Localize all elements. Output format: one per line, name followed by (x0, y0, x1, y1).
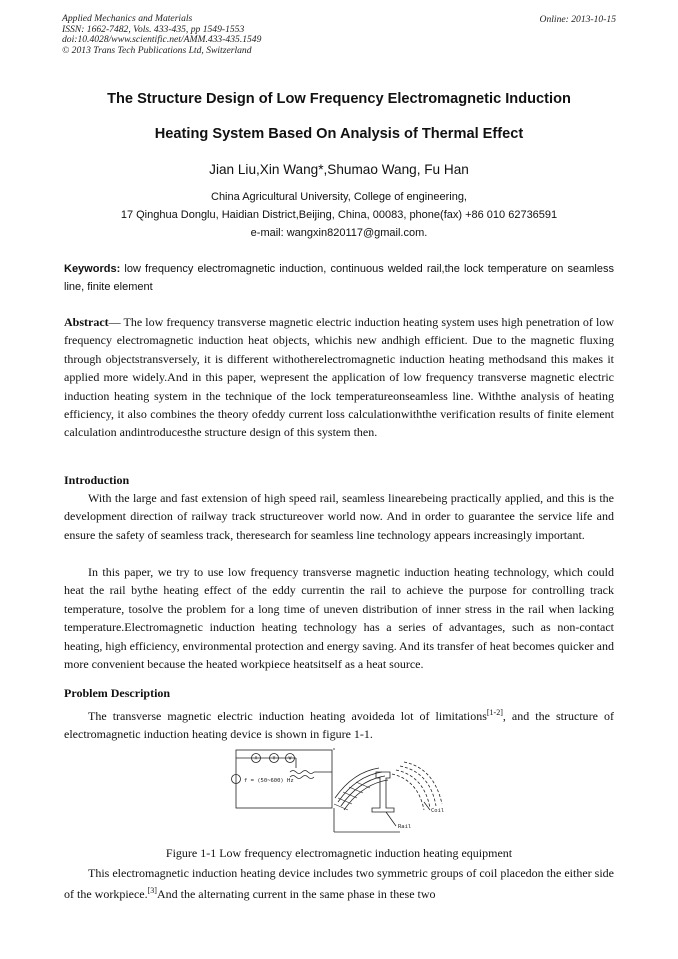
problem-p2-text: This electromagnetic induction heating device includes two symmetric groups of coil placedon the either side of the workpiece. (64, 866, 614, 902)
paper-title-line-2: Heating System Based On Analysis of Thermal Effect (154, 126, 524, 142)
running-header (62, 14, 261, 56)
copyright-line: © 2013 Trans Tech Publications Ltd, Switzerland (62, 44, 252, 56)
paper-title-line-1: The Structure Design of Low Frequency Electromagnetic Induction (107, 91, 571, 107)
abstract-label: Abstract (64, 315, 109, 329)
transformer-icon (290, 771, 314, 774)
affiliation-line-2: 17 Qinghua Donglu, Haidian District,Beijing, China, 00083, phone(fax) +86 010 62736591 (120, 209, 558, 221)
keywords-text: low frequency electromagnetic induction, continuous welded rail,the lock temperature on seamless line, finite element (64, 263, 614, 293)
abstract-text: — The low frequency transverse magnetic electric induction heating system uses high penetration of low frequency electromagnetic induction heat objects, whichis new andhigh efficient. Due to the magnetic fluxing through objectstransversely, it is different withotherelectromagnetic induction heating methodsand this makes it applied more widely.And in this paper, wepresent the application of low frequency transverse magnetic electric induction heating system in the technique of the lock temperatureonseamless line. Withthe analysis of heating efficiency, it also combines the theory ofeddy current loss calculationwiththe verification results of finite element calculation andintroducesthe structure design of this system then. (64, 315, 614, 440)
problem-description-heading: Problem Description (64, 686, 171, 700)
issn-line: ISSN: 1662-7482, Vols. 433-435, pp 1549-1553 (62, 23, 245, 35)
keywords-label: Keywords: (64, 263, 121, 275)
frequency-label: f = (50~600) Hz (244, 778, 294, 784)
coil-label: Coil (431, 808, 445, 814)
introduction-paragraph-1: With the large and fast extension of high speed rail, seamless linearebeing practically applied, and this is the development direction of railway track structureover world now. And in order to guarantee the service life and ensure the safety of seamless track, theresearch for seamless line technology appears increasingly important. (64, 491, 614, 542)
citation-ref-3: [3] (147, 886, 157, 896)
rail-label: Rail (398, 824, 412, 830)
doi-line: doi:10.4028/www.scientific.net/AMM.433-435.1549 (62, 34, 262, 45)
problem-p1-text: The transverse magnetic electric induction heating avoideda lot of limitations (88, 709, 487, 723)
abstract-block (64, 313, 614, 442)
citation-ref-1-2: [1-2] (486, 708, 503, 717)
meter-a-label: A (254, 756, 258, 762)
introduction-heading: Introduction (64, 473, 130, 487)
meter-v-label: V (272, 756, 276, 762)
journal-name: Applied Mechanics and Materials (62, 13, 193, 24)
meter-w-label: W (288, 756, 292, 762)
introduction-paragraph-2: In this paper, we try to use low frequency transverse magnetic induction heating technology, which could heat the rail bythe heating effect of the eddy currentin the rail to achieve the purpose for controlling track temperature, tosolve the problem for a long time of uneven distribution of inner stress in the rail when lacking temperature.Electromagnetic induction heating technology has a series of advantages, such as non-contact heating, high efficiency, environmental protection and energy saving. And its transfer of heat becomes quicker and more convenient because the heated workpiece heatsitself as a heat source. (64, 565, 614, 672)
induction-heating-diagram (230, 746, 448, 838)
affiliation-line-1: China Agricultural University, College of engineering, (211, 191, 467, 203)
figure-caption: Figure 1-1 Low frequency electromagnetic induction heating equipment (165, 846, 513, 860)
author-list: Jian Liu,Xin Wang*,Shumao Wang, Fu Han (209, 162, 469, 177)
figure-1-1 (230, 746, 448, 838)
right-coil-icon (392, 762, 442, 810)
keywords-block (64, 260, 614, 296)
online-date: Online: 2013-10-15 (539, 14, 616, 25)
problem-paragraph-1 (64, 704, 614, 744)
problem-p1-text-end: , and the structure of electromagnetic induction heating device is shown in figure 1-1. (64, 709, 615, 742)
problem-p2-text-end: And the alternating current in the same phase in these two (156, 887, 436, 902)
affiliation-email: e-mail: wangxin820117@gmail.com. (250, 227, 428, 239)
problem-paragraph-2 (64, 864, 614, 904)
